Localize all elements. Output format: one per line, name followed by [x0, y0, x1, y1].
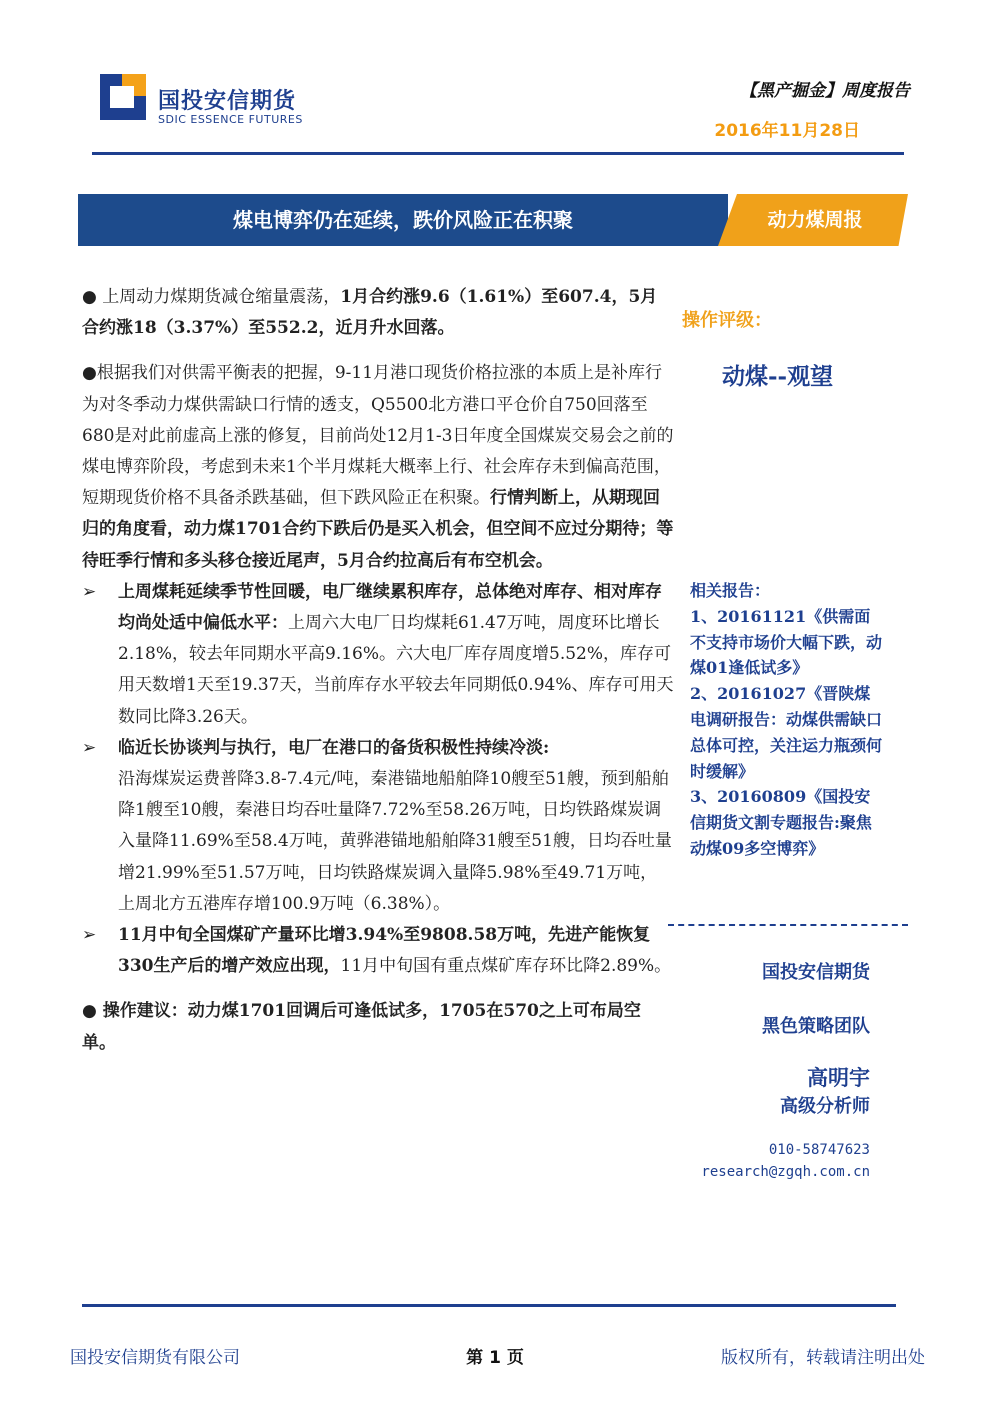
analyst-name: 高明宇 [807, 1066, 870, 1090]
bullet-production [82, 920, 674, 982]
arrow-bullet-icon: ➢ [82, 581, 97, 602]
analysis-paragraph [82, 358, 674, 576]
arrow-bullet-icon: ➢ [82, 925, 97, 946]
rating-label: 操作评级： [682, 310, 772, 331]
analysis-bold-text: 行情判断上，从期现回归的角度看，动力煤1701合约下跌后仍是买入机会，但空间不应过分期待；等待旺季行情和多头移仓接近尾声，5月合约拉高后有布空机会。 [82, 488, 674, 571]
summary-text: ● 上周动力煤期货减仓缩量震荡， [82, 287, 341, 307]
bullet-consumption [82, 577, 674, 733]
report-date: 2016年11月28日 [714, 121, 860, 141]
analysis-text: ●根据我们对供需平衡表的把握，9-11月港口现货价格拉涨的本质上是补库行为对冬季动力煤供需缺口行情的透支，Q5500北方港口平仓价自750回落至680是对此前虚高上涨的修复，目前尚处12月1-3日年度全国煤炭交易会之前的煤电博弈阶段，考虑到未来1个半月煤耗大概率上行、社会库存未到偏高范围，短期现货价格不具备杀跌基础，但下跌风险正在积聚。 [82, 363, 674, 509]
report-type: 【黑产掘金】周度报告 [740, 81, 910, 101]
bullet-port-text: 沿海煤炭运费普降3.8-7.4元/吨，秦港锚地船舶降10艘至51艘，预到船舶降1艘至10艘，秦港日均吞吐量降7.72%至58.26万吨，日均铁路煤炭调入量降11.69%至58.4万吨，黄骅港锚地船舶降31艘至51艘，日均吞吐量增21.99%至51.57万吨，日均铁路煤炭调入量降5.98%至49.71万吨，上周北方五港库存增100.9万吨（6.38%）。 [118, 769, 672, 914]
related-report-item: 1、20161121《供需面不支持市场价大幅下跌，动煤01逢低试多》 [690, 606, 883, 678]
related-report-item: 2、20161027《晋陕煤电调研报告：动煤供需缺口总体可控，关注运力瓶颈何时缓解》 [690, 684, 883, 781]
sidebar-divider [668, 924, 908, 926]
logo-company-name: 国投安信期货 [158, 89, 297, 114]
arrow-bullet-icon: ➢ [82, 737, 97, 758]
analyst-title: 高级分析师 [780, 1096, 870, 1117]
related-reports [690, 578, 886, 862]
company-logo [100, 74, 146, 120]
sidebar-company: 国投安信期货 [762, 962, 870, 983]
footer-divider [82, 1304, 896, 1307]
contact-email: research@zgqh.com.cn [701, 1164, 870, 1180]
header-divider [92, 152, 904, 155]
related-reports-title: 相关报告： [690, 581, 771, 600]
bullet-production-text: 11月中旬国有重点煤矿库存环比降2.89%。 [340, 956, 672, 977]
operation-advice: ● 操作建议：动力煤1701回调后可逢低试多，1705在570之上可布局空单。 [82, 1001, 641, 1053]
bullet-consumption-bold: 上周煤耗延续季节性回暖，电厂继续累积库存，总体绝对库存、相对库存均尚处适中偏低水平： [118, 581, 662, 634]
footer-company: 国投安信期货有限公司 [70, 1348, 240, 1368]
related-report-item: 3、20160809《国投安信期货文割专题报告:聚焦动煤09多空博弈》 [690, 787, 872, 858]
bullet-port-bold: 临近长协谈判与执行，电厂在港口的备货积极性持续冷淡: [118, 737, 550, 758]
logo-company-name-en: SDIC ESSENCE FUTURES [158, 113, 303, 126]
footer-copyright: 版权所有，转载请注明出处 [721, 1348, 925, 1368]
rating-value: 动煤--观望 [722, 363, 834, 390]
summary-bold-text: 1月合约涨9.6（1.61%）至607.4，5月合约涨18（3.37%）至552.2，近月升水回落。 [82, 287, 658, 339]
bullet-port [82, 733, 674, 920]
sidebar-team: 黑色策略团队 [762, 1016, 870, 1037]
logo-white-square [110, 86, 134, 108]
report-category: 动力煤周报 [767, 209, 863, 231]
bullet-production-bold: 11月中旬全国煤矿产量环比增3.94%至9808.58万吨，先进产能恢复330生产后的增产效应出现， [118, 925, 651, 977]
summary-paragraph [82, 282, 674, 344]
page-number: 第 1 页 [466, 1348, 524, 1368]
bullet-consumption-text: 上周六大电厂日均煤耗61.47万吨，周度环比增长2.18%，较去年同期水平高9.16%。六大电厂库存周度增5.52%，库存可用天数增1天至19.37天，当前库存水平较去年同期低0.94%、库存可用天数同比降3.26天。 [118, 613, 674, 727]
report-title: 煤电博弈仍在延续，跌价风险正在积聚 [233, 208, 573, 232]
main-content [82, 282, 674, 1059]
contact-phone: 010-58747623 [768, 1142, 870, 1158]
